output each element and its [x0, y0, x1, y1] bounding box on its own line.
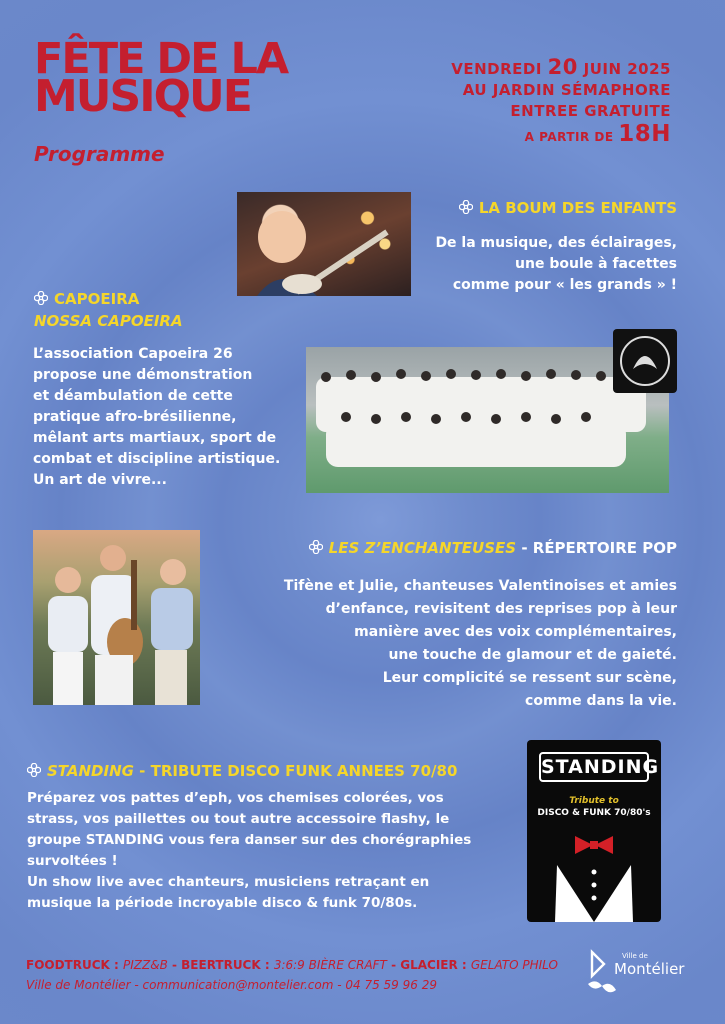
boum-photo: [237, 192, 411, 296]
enchanteuses-title: LES Z’ENCHANTEUSES - RÉPERTOIRE POP: [309, 539, 677, 557]
event-venue: AU JARDIN SÉMAPHORE: [462, 81, 671, 99]
flower-icon: [27, 763, 41, 777]
capoeira-subtitle: NOSSA CAPOEIRA: [34, 312, 183, 330]
flower-icon: [34, 291, 48, 305]
trio-graphic: [33, 530, 200, 705]
footer-contact: Ville de Montélier - communication@montelier.com - 04 75 59 96 29: [26, 978, 437, 992]
standing-poster: [527, 740, 661, 922]
flower-icon: [309, 540, 323, 554]
poster-title: [34, 34, 288, 122]
event-info: [451, 57, 671, 148]
standing-logo-text: STANDING: [539, 752, 649, 782]
capoeira-badge-icon: [613, 329, 677, 393]
programme-label: Programme: [34, 142, 165, 166]
event-entry: ENTREE GRATUITE: [510, 102, 671, 120]
enchanteuses-text: Tifène et Julie, chanteuses Valentinoises et amies d’enfance, revisitent des reprises pop à leur manière avec des voix complémentaires, une touche de glamour et de gaieté. Leur complicité se ressent sur scène, comme dans la vie.: [283, 578, 677, 709]
flower-icon: [459, 200, 473, 214]
enchanteuses-photo: [33, 530, 200, 705]
title-line2: MUSIQUE: [34, 71, 251, 122]
standing-text: Préparez vos pattes d’eph, vos chemises colorées, vos strass, vos paillettes ou tout autre accessoire flashy, le groupe STANDING vous fera danser sur des chorégraphies survoltées ! Un show live avec chanteurs, musiciens retraçant en musique la période incroyable disco & funk 70/80s.: [27, 790, 472, 911]
event-time: A PARTIR DE 18H: [524, 121, 671, 147]
standing-genre: DISCO & FUNK 70/80's: [537, 808, 651, 818]
title-line1: FÊTE DE LA: [34, 34, 288, 84]
logo-ville-de: Ville de: [622, 952, 648, 960]
capoeira-text: L’association Capoeira 26 propose une démonstration et déambulation de cette pratique afro-brésilienne, mêlant arts martiaux, sport de combat et discipline artistique. Un art de vivre...: [33, 346, 281, 488]
event-date: VENDREDI 20 JUIN 2025: [451, 55, 671, 79]
footer-vendors: FOODTRUCK : PIZZ&B - BEERTRUCK : 3:6:9 BIÈRE CRAFT - GLACIER : GELATO PHILO: [26, 958, 558, 972]
guitar-graphic: [237, 192, 411, 296]
boum-title: LA BOUM DES ENFANTS: [459, 199, 677, 217]
standing-title: STANDING - TRIBUTE DISCO FUNK ANNEES 70/80: [27, 762, 457, 780]
capoeira-title: CAPOEIRA: [34, 290, 139, 308]
bow-tie-icon: [527, 740, 661, 922]
standing-tribute: Tribute to: [569, 796, 619, 806]
boum-text: De la musique, des éclairages, une boule à facettes comme pour « les grands » !: [435, 235, 677, 293]
montelier-logo-icon: [582, 944, 690, 1004]
logo-city: Montélier: [614, 960, 685, 978]
